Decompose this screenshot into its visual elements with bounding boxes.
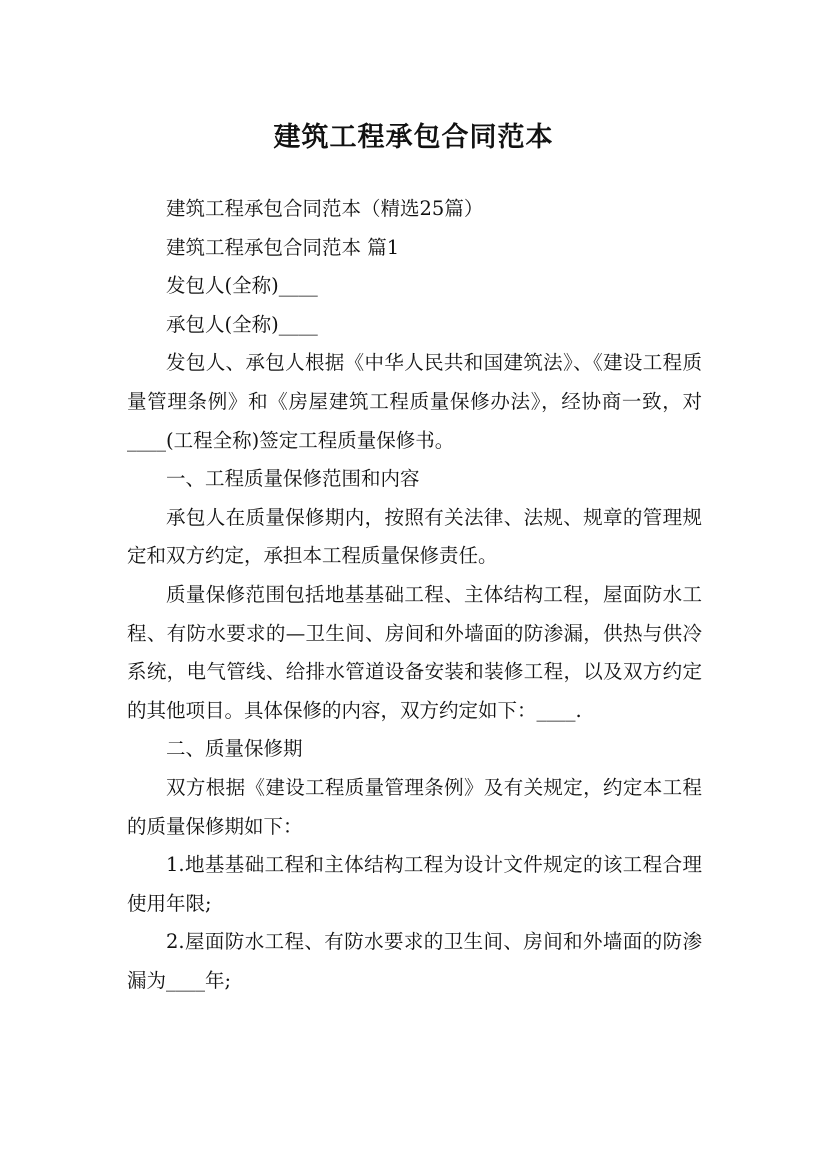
employer-line: 发包人(全称)____ — [166, 274, 318, 298]
body-paragraph: 承包人在质量保修期内，按照有关法律、法规、规章的管理规定和双方约定，承担本工程质量保修责任。 — [127, 505, 702, 568]
page-title: 建筑工程承包合同范本 — [273, 122, 554, 154]
body-paragraph: 发包人、承包人根据《中华人民共和国建筑法》、《建设工程质量管理条例》和《房屋建筑工程质量保修办法》，经协商一致，对____(工程全称)签定工程质量保修书。 — [127, 351, 702, 452]
contractor-line: 承包人(全称)____ — [166, 312, 318, 336]
clause-heading: 一、工程质量保修范围和内容 — [166, 467, 420, 491]
document-body — [127, 190, 702, 1000]
clause-heading: 二、质量保修期 — [166, 737, 303, 761]
body-paragraph: 质量保修范围包括地基基础工程、主体结构工程，屋面防水工程、有防水要求的—卫生间、房间和外墙面的防渗漏，供热与供冷系统，电气管线、给排水管道设备安装和装修工程，以及双方约定的其他项目。具体保修的内容，双方约定如下：____. — [127, 582, 702, 722]
body-paragraph: 双方根据《建设工程质量管理条例》及有关规定，约定本工程的质量保修期如下： — [127, 775, 702, 838]
section-heading: 建筑工程承包合同范本 篇1 — [166, 235, 400, 259]
subtitle-paragraph: 建筑工程承包合同范本（精选25篇） — [166, 197, 484, 220]
list-item: 2.屋面防水工程、有防水要求的卫生间、房间和外墙面的防渗漏为____年; — [127, 930, 702, 992]
list-item: 1.地基基础工程和主体结构工程为设计文件规定的该工程合理使用年限; — [127, 853, 702, 915]
